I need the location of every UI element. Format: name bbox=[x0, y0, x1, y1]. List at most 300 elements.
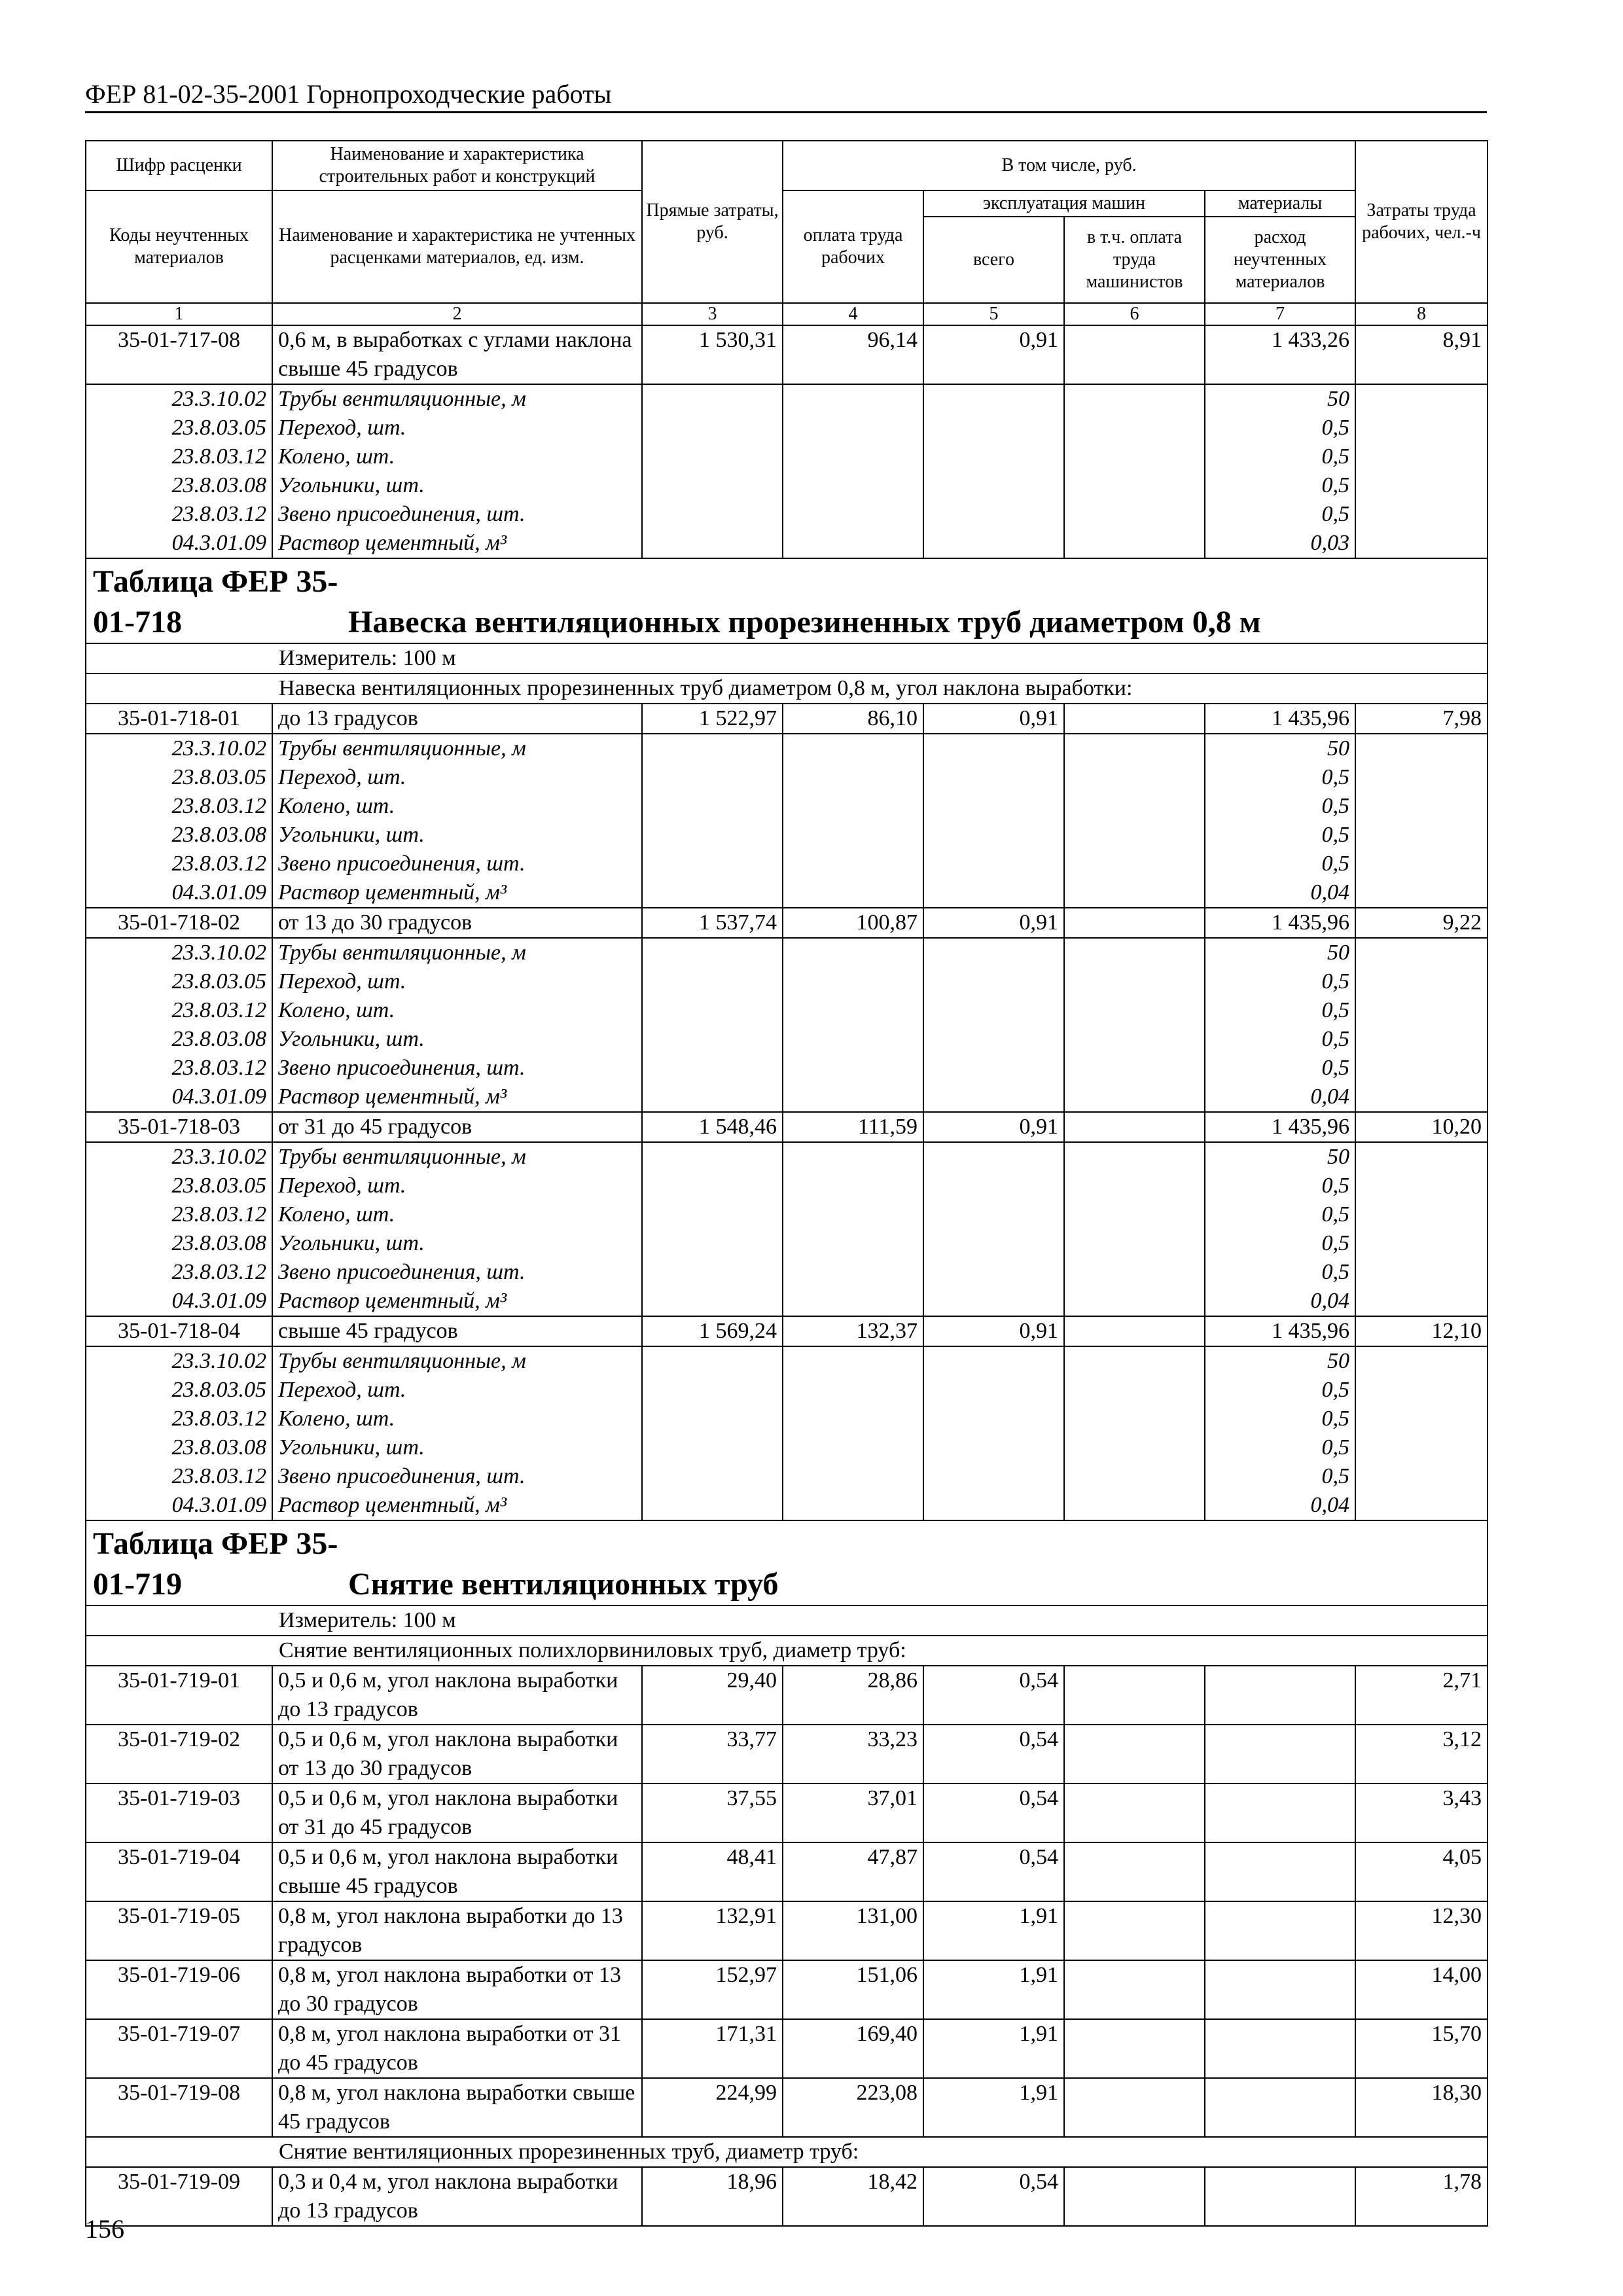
material-row bbox=[86, 442, 1488, 471]
materials-cost: 1 435,96 bbox=[1205, 1316, 1355, 1346]
rate-name: 0,6 м, в выработках с углами наклона свыше 45 градусов bbox=[272, 325, 642, 384]
material-name: Трубы вентиляционные, м bbox=[272, 1142, 642, 1172]
material-qty: 0,5 bbox=[1205, 1376, 1355, 1405]
material-row bbox=[86, 1287, 1488, 1316]
rate-name: 0,8 м, угол наклона выработки от 31 до 45 градусов bbox=[272, 2019, 642, 2078]
material-name: Переход, шт. bbox=[272, 1172, 642, 1200]
empty-cell bbox=[1064, 500, 1205, 529]
wages-cost: 37,01 bbox=[783, 1784, 923, 1842]
col-materials-sub: расход неучтенных материалов bbox=[1205, 217, 1355, 303]
price-table bbox=[85, 140, 1488, 2227]
material-name: Колено, шт. bbox=[272, 442, 642, 471]
empty-cell bbox=[642, 471, 783, 500]
blank-cell bbox=[86, 2137, 272, 2167]
material-qty: 0,03 bbox=[1205, 529, 1355, 558]
empty-cell bbox=[642, 850, 783, 878]
table-name: Навеска вентиляционных прорезиненных труб диаметром 0,8 м bbox=[348, 605, 1261, 639]
empty-cell bbox=[1064, 1172, 1205, 1200]
empty-cell bbox=[923, 1172, 1064, 1200]
empty-cell bbox=[642, 1433, 783, 1462]
rate-code: 35-01-718-02 bbox=[86, 908, 272, 938]
rate-name: от 13 до 30 градусов bbox=[272, 908, 642, 938]
empty-cell bbox=[1355, 529, 1488, 558]
empty-cell bbox=[923, 1376, 1064, 1405]
col-machines-wages: в т.ч. оплата труда машинистов bbox=[1064, 217, 1205, 303]
col-number: 5 bbox=[923, 303, 1064, 325]
material-code: 23.3.10.02 bbox=[86, 1142, 272, 1172]
empty-cell bbox=[642, 1200, 783, 1229]
labor-cost: 4,05 bbox=[1355, 1842, 1488, 1901]
empty-cell bbox=[783, 821, 923, 850]
empty-cell bbox=[1064, 850, 1205, 878]
machines-cost: 0,54 bbox=[923, 1725, 1064, 1784]
subtitle: Снятие вентиляционных полихлорвиниловых труб, диаметр труб: bbox=[272, 1636, 1488, 1666]
empty-cell bbox=[923, 996, 1064, 1025]
rate-name: от 31 до 45 градусов bbox=[272, 1112, 642, 1142]
empty-cell bbox=[642, 1142, 783, 1172]
empty-cell bbox=[642, 967, 783, 996]
empty-cell bbox=[1064, 938, 1205, 967]
material-name: Раствор цементный, м³ bbox=[272, 1083, 642, 1112]
material-row bbox=[86, 850, 1488, 878]
material-row bbox=[86, 1433, 1488, 1462]
empty-cell bbox=[642, 792, 783, 821]
wages-cost: 131,00 bbox=[783, 1901, 923, 1960]
rate-code: 35-01-719-04 bbox=[86, 1842, 272, 1901]
labor-cost: 2,71 bbox=[1355, 1666, 1488, 1725]
table-row bbox=[86, 2078, 1488, 2137]
material-qty: 0,04 bbox=[1205, 1287, 1355, 1316]
material-code: 04.3.01.09 bbox=[86, 1083, 272, 1112]
rate-name: свыше 45 градусов bbox=[272, 1316, 642, 1346]
empty-cell bbox=[1064, 1083, 1205, 1112]
measure: Измеритель: 100 м bbox=[272, 1605, 1488, 1636]
material-code: 23.8.03.08 bbox=[86, 1433, 272, 1462]
material-row bbox=[86, 734, 1488, 763]
rate-name: 0,5 и 0,6 м, угол наклона выработки до 13 градусов bbox=[272, 1666, 642, 1725]
empty-cell bbox=[1355, 1083, 1488, 1112]
material-name: Переход, шт. bbox=[272, 1376, 642, 1405]
empty-cell bbox=[783, 967, 923, 996]
empty-cell bbox=[1064, 734, 1205, 763]
materials-cost bbox=[1205, 2078, 1355, 2137]
empty-cell bbox=[783, 878, 923, 908]
wages-cost: 169,40 bbox=[783, 2019, 923, 2078]
materials-cost: 1 435,96 bbox=[1205, 1112, 1355, 1142]
material-qty: 50 bbox=[1205, 1346, 1355, 1376]
col-incl: В том числе, руб. bbox=[783, 141, 1355, 190]
material-qty: 0,5 bbox=[1205, 1258, 1355, 1287]
labor-cost: 9,22 bbox=[1355, 908, 1488, 938]
col-code-bottom: Коды неучтенных материалов bbox=[86, 190, 272, 303]
material-qty: 0,5 bbox=[1205, 1200, 1355, 1229]
direct-cost: 37,55 bbox=[642, 1784, 783, 1842]
empty-cell bbox=[783, 1083, 923, 1112]
table-title bbox=[86, 558, 1488, 643]
subtitle-row bbox=[86, 2137, 1488, 2167]
materials-cost: 1 435,96 bbox=[1205, 704, 1355, 734]
material-code: 23.8.03.12 bbox=[86, 500, 272, 529]
material-row bbox=[86, 1172, 1488, 1200]
table-name: Снятие вентиляционных труб bbox=[348, 1567, 779, 1602]
table-row bbox=[86, 1784, 1488, 1842]
empty-cell bbox=[1355, 850, 1488, 878]
empty-cell bbox=[642, 1405, 783, 1433]
rate-code: 35-01-719-01 bbox=[86, 1666, 272, 1725]
material-code: 23.8.03.08 bbox=[86, 821, 272, 850]
machines-cost: 0,91 bbox=[923, 325, 1064, 384]
table-title bbox=[86, 1520, 1488, 1605]
material-qty: 0,5 bbox=[1205, 821, 1355, 850]
material-qty: 50 bbox=[1205, 1142, 1355, 1172]
empty-cell bbox=[642, 1287, 783, 1316]
empty-cell bbox=[783, 1200, 923, 1229]
labor-cost: 3,12 bbox=[1355, 1725, 1488, 1784]
empty-cell bbox=[1064, 471, 1205, 500]
table-row bbox=[86, 908, 1488, 938]
material-row bbox=[86, 1025, 1488, 1054]
col-number: 2 bbox=[272, 303, 642, 325]
empty-cell bbox=[923, 1054, 1064, 1083]
material-code: 23.8.03.05 bbox=[86, 1376, 272, 1405]
materials-cost bbox=[1205, 1784, 1355, 1842]
empty-cell bbox=[923, 792, 1064, 821]
empty-cell bbox=[642, 938, 783, 967]
col-machines: эксплуатация машин bbox=[923, 190, 1205, 217]
table-row bbox=[86, 1112, 1488, 1142]
col-number: 1 bbox=[86, 303, 272, 325]
machines-wages bbox=[1064, 704, 1205, 734]
material-code: 23.8.03.08 bbox=[86, 1229, 272, 1258]
empty-cell bbox=[923, 1491, 1064, 1520]
direct-cost: 33,77 bbox=[642, 1725, 783, 1784]
empty-cell bbox=[1355, 734, 1488, 763]
material-name: Угольники, шт. bbox=[272, 471, 642, 500]
material-code: 04.3.01.09 bbox=[86, 878, 272, 908]
labor-cost: 14,00 bbox=[1355, 1960, 1488, 2019]
empty-cell bbox=[923, 1287, 1064, 1316]
empty-cell bbox=[783, 1287, 923, 1316]
material-name: Раствор цементный, м³ bbox=[272, 529, 642, 558]
wages-cost: 151,06 bbox=[783, 1960, 923, 2019]
material-row bbox=[86, 967, 1488, 996]
material-code: 23.8.03.08 bbox=[86, 471, 272, 500]
empty-cell bbox=[1064, 1287, 1205, 1316]
empty-cell bbox=[1064, 1346, 1205, 1376]
material-row bbox=[86, 878, 1488, 908]
empty-cell bbox=[783, 1229, 923, 1258]
table-row bbox=[86, 1666, 1488, 1725]
material-code: 23.8.03.05 bbox=[86, 763, 272, 792]
machines-wages bbox=[1064, 2167, 1205, 2226]
material-qty: 0,5 bbox=[1205, 442, 1355, 471]
empty-cell bbox=[642, 1491, 783, 1520]
empty-cell bbox=[783, 1258, 923, 1287]
empty-cell bbox=[923, 878, 1064, 908]
table-code: Таблица ФЕР 35-01-718 bbox=[93, 564, 338, 639]
empty-cell bbox=[923, 471, 1064, 500]
empty-cell bbox=[783, 763, 923, 792]
col-number: 4 bbox=[783, 303, 923, 325]
material-row bbox=[86, 996, 1488, 1025]
rate-code: 35-01-717-08 bbox=[86, 325, 272, 384]
table-row bbox=[86, 325, 1488, 384]
machines-cost: 0,91 bbox=[923, 908, 1064, 938]
material-name: Переход, шт. bbox=[272, 967, 642, 996]
empty-cell bbox=[923, 938, 1064, 967]
machines-wages bbox=[1064, 1901, 1205, 1960]
empty-cell bbox=[923, 763, 1064, 792]
material-name: Раствор цементный, м³ bbox=[272, 878, 642, 908]
direct-cost: 171,31 bbox=[642, 2019, 783, 2078]
empty-cell bbox=[783, 1462, 923, 1491]
direct-cost: 1 569,24 bbox=[642, 1316, 783, 1346]
empty-cell bbox=[1064, 967, 1205, 996]
material-row bbox=[86, 1462, 1488, 1491]
rate-code: 35-01-718-01 bbox=[86, 704, 272, 734]
measure: Измеритель: 100 м bbox=[272, 643, 1488, 673]
table-row bbox=[86, 2167, 1488, 2226]
empty-cell bbox=[1355, 1405, 1488, 1433]
material-row bbox=[86, 1405, 1488, 1433]
material-qty: 50 bbox=[1205, 734, 1355, 763]
empty-cell bbox=[783, 850, 923, 878]
machines-cost: 0,54 bbox=[923, 1842, 1064, 1901]
wages-cost: 100,87 bbox=[783, 908, 923, 938]
blank-cell bbox=[86, 1605, 272, 1636]
empty-cell bbox=[1355, 1376, 1488, 1405]
col-name-bottom: Наименование и характеристика не учтенных расценками материалов, ед. изм. bbox=[272, 190, 642, 303]
material-code: 23.8.03.12 bbox=[86, 792, 272, 821]
rate-name: 0,5 и 0,6 м, угол наклона выработки от 31 до 45 градусов bbox=[272, 1784, 642, 1842]
subtitle-row bbox=[86, 673, 1488, 704]
rate-code: 35-01-718-03 bbox=[86, 1112, 272, 1142]
col-materials: материалы bbox=[1205, 190, 1355, 217]
machines-wages bbox=[1064, 1316, 1205, 1346]
wages-cost: 132,37 bbox=[783, 1316, 923, 1346]
material-qty: 0,04 bbox=[1205, 878, 1355, 908]
material-qty: 0,5 bbox=[1205, 1054, 1355, 1083]
material-code: 23.8.03.12 bbox=[86, 850, 272, 878]
empty-cell bbox=[642, 996, 783, 1025]
table-row bbox=[86, 704, 1488, 734]
material-row bbox=[86, 414, 1488, 442]
material-name: Угольники, шт. bbox=[272, 1229, 642, 1258]
empty-cell bbox=[923, 1142, 1064, 1172]
empty-cell bbox=[1355, 996, 1488, 1025]
empty-cell bbox=[1064, 1025, 1205, 1054]
material-name: Раствор цементный, м³ bbox=[272, 1287, 642, 1316]
material-code: 23.8.03.12 bbox=[86, 1200, 272, 1229]
material-row bbox=[86, 1083, 1488, 1112]
empty-cell bbox=[1355, 384, 1488, 414]
empty-cell bbox=[1355, 1258, 1488, 1287]
machines-cost: 1,91 bbox=[923, 2019, 1064, 2078]
empty-cell bbox=[1064, 529, 1205, 558]
empty-cell bbox=[783, 1491, 923, 1520]
empty-cell bbox=[1355, 1287, 1488, 1316]
material-row bbox=[86, 1491, 1488, 1520]
rate-name: 0,3 и 0,4 м, угол наклона выработки до 13 градусов bbox=[272, 2167, 642, 2226]
blank-cell bbox=[86, 673, 272, 704]
material-code: 23.8.03.05 bbox=[86, 967, 272, 996]
direct-cost: 224,99 bbox=[642, 2078, 783, 2137]
material-row bbox=[86, 1258, 1488, 1287]
empty-cell bbox=[642, 1172, 783, 1200]
empty-cell bbox=[783, 734, 923, 763]
material-name: Колено, шт. bbox=[272, 1200, 642, 1229]
material-name: Переход, шт. bbox=[272, 763, 642, 792]
empty-cell bbox=[923, 1433, 1064, 1462]
col-number: 6 bbox=[1064, 303, 1205, 325]
material-qty: 0,5 bbox=[1205, 500, 1355, 529]
material-qty: 0,04 bbox=[1205, 1083, 1355, 1112]
labor-cost: 1,78 bbox=[1355, 2167, 1488, 2226]
rate-name: 0,5 и 0,6 м, угол наклона выработки от 13 до 30 градусов bbox=[272, 1725, 642, 1784]
empty-cell bbox=[923, 734, 1064, 763]
empty-cell bbox=[1064, 1491, 1205, 1520]
material-code: 23.8.03.05 bbox=[86, 414, 272, 442]
machines-wages bbox=[1064, 2078, 1205, 2137]
material-code: 23.3.10.02 bbox=[86, 734, 272, 763]
material-qty: 0,5 bbox=[1205, 996, 1355, 1025]
empty-cell bbox=[1355, 414, 1488, 442]
empty-cell bbox=[783, 1054, 923, 1083]
wages-cost: 47,87 bbox=[783, 1842, 923, 1901]
material-row bbox=[86, 792, 1488, 821]
col-machines-total: всего bbox=[923, 217, 1064, 303]
material-qty: 0,5 bbox=[1205, 967, 1355, 996]
direct-cost: 1 522,97 bbox=[642, 704, 783, 734]
rate-code: 35-01-719-05 bbox=[86, 1901, 272, 1960]
empty-cell bbox=[1355, 763, 1488, 792]
material-code: 23.8.03.08 bbox=[86, 1025, 272, 1054]
materials-cost bbox=[1205, 1725, 1355, 1784]
table-row bbox=[86, 1842, 1488, 1901]
subtitle: Навеска вентиляционных прорезиненных труб диаметром 0,8 м, угол наклона выработки: bbox=[272, 673, 1488, 704]
material-row bbox=[86, 1142, 1488, 1172]
empty-cell bbox=[923, 1346, 1064, 1376]
empty-cell bbox=[783, 1376, 923, 1405]
empty-cell bbox=[1355, 500, 1488, 529]
empty-cell bbox=[1355, 1462, 1488, 1491]
material-name: Переход, шт. bbox=[272, 414, 642, 442]
col-name-top: Наименование и характеристика строительных работ и конструкций bbox=[272, 141, 642, 190]
material-qty: 0,5 bbox=[1205, 1025, 1355, 1054]
empty-cell bbox=[923, 1025, 1064, 1054]
material-code: 23.8.03.12 bbox=[86, 442, 272, 471]
col-code-top: Шифр расценки bbox=[86, 141, 272, 190]
empty-cell bbox=[923, 1258, 1064, 1287]
empty-cell bbox=[1064, 763, 1205, 792]
empty-cell bbox=[783, 938, 923, 967]
table-code: Таблица ФЕР 35-01-719 bbox=[93, 1526, 338, 1602]
rate-code: 35-01-719-07 bbox=[86, 2019, 272, 2078]
material-qty: 0,5 bbox=[1205, 763, 1355, 792]
table-row bbox=[86, 1901, 1488, 1960]
empty-cell bbox=[923, 1083, 1064, 1112]
empty-cell bbox=[642, 1258, 783, 1287]
material-code: 04.3.01.09 bbox=[86, 1491, 272, 1520]
wages-cost: 111,59 bbox=[783, 1112, 923, 1142]
wages-cost: 223,08 bbox=[783, 2078, 923, 2137]
empty-cell bbox=[783, 1172, 923, 1200]
material-code: 23.3.10.02 bbox=[86, 1346, 272, 1376]
wages-cost: 18,42 bbox=[783, 2167, 923, 2226]
col-number: 7 bbox=[1205, 303, 1355, 325]
empty-cell bbox=[783, 1142, 923, 1172]
materials-cost bbox=[1205, 1842, 1355, 1901]
material-row bbox=[86, 1229, 1488, 1258]
materials-cost bbox=[1205, 2019, 1355, 2078]
material-qty: 0,5 bbox=[1205, 471, 1355, 500]
empty-cell bbox=[1064, 1376, 1205, 1405]
empty-cell bbox=[1355, 1433, 1488, 1462]
empty-cell bbox=[923, 1405, 1064, 1433]
empty-cell bbox=[1064, 821, 1205, 850]
material-name: Звено присоединения, шт. bbox=[272, 500, 642, 529]
table-row bbox=[86, 1316, 1488, 1346]
material-name: Звено присоединения, шт. bbox=[272, 1462, 642, 1491]
rate-name: 0,8 м, угол наклона выработки до 13 градусов bbox=[272, 1901, 642, 1960]
materials-cost bbox=[1205, 2167, 1355, 2226]
direct-cost: 1 537,74 bbox=[642, 908, 783, 938]
material-code: 23.8.03.12 bbox=[86, 1462, 272, 1491]
direct-cost: 29,40 bbox=[642, 1666, 783, 1725]
empty-cell bbox=[1355, 1142, 1488, 1172]
material-name: Трубы вентиляционные, м bbox=[272, 1346, 642, 1376]
empty-cell bbox=[1064, 1054, 1205, 1083]
empty-cell bbox=[642, 442, 783, 471]
material-name: Трубы вентиляционные, м bbox=[272, 938, 642, 967]
empty-cell bbox=[1355, 1491, 1488, 1520]
empty-cell bbox=[1064, 1229, 1205, 1258]
rate-name: 0,5 и 0,6 м, угол наклона выработки свыше 45 градусов bbox=[272, 1842, 642, 1901]
wages-cost: 33,23 bbox=[783, 1725, 923, 1784]
material-name: Угольники, шт. bbox=[272, 1433, 642, 1462]
material-code: 04.3.01.09 bbox=[86, 529, 272, 558]
material-code: 23.8.03.12 bbox=[86, 1258, 272, 1287]
subtitle-row bbox=[86, 1636, 1488, 1666]
machines-cost: 0,54 bbox=[923, 1666, 1064, 1725]
empty-cell bbox=[642, 1376, 783, 1405]
direct-cost: 1 530,31 bbox=[642, 325, 783, 384]
empty-cell bbox=[923, 1200, 1064, 1229]
col-wages: оплата труда рабочих bbox=[783, 190, 923, 303]
empty-cell bbox=[642, 500, 783, 529]
material-qty: 0,5 bbox=[1205, 1405, 1355, 1433]
machines-wages bbox=[1064, 1784, 1205, 1842]
material-row bbox=[86, 500, 1488, 529]
empty-cell bbox=[1355, 471, 1488, 500]
materials-cost: 1 435,96 bbox=[1205, 908, 1355, 938]
empty-cell bbox=[1064, 384, 1205, 414]
empty-cell bbox=[642, 763, 783, 792]
subtitle: Снятие вентиляционных прорезиненных труб, диаметр труб: bbox=[272, 2137, 1488, 2167]
rate-name: до 13 градусов bbox=[272, 704, 642, 734]
empty-cell bbox=[1064, 414, 1205, 442]
empty-cell bbox=[783, 1405, 923, 1433]
empty-cell bbox=[1355, 792, 1488, 821]
rate-name: 0,8 м, угол наклона выработки свыше 45 градусов bbox=[272, 2078, 642, 2137]
empty-cell bbox=[642, 1054, 783, 1083]
material-qty: 0,5 bbox=[1205, 414, 1355, 442]
materials-cost bbox=[1205, 1960, 1355, 2019]
material-qty: 0,5 bbox=[1205, 792, 1355, 821]
empty-cell bbox=[1355, 1025, 1488, 1054]
empty-cell bbox=[642, 821, 783, 850]
machines-wages bbox=[1064, 908, 1205, 938]
